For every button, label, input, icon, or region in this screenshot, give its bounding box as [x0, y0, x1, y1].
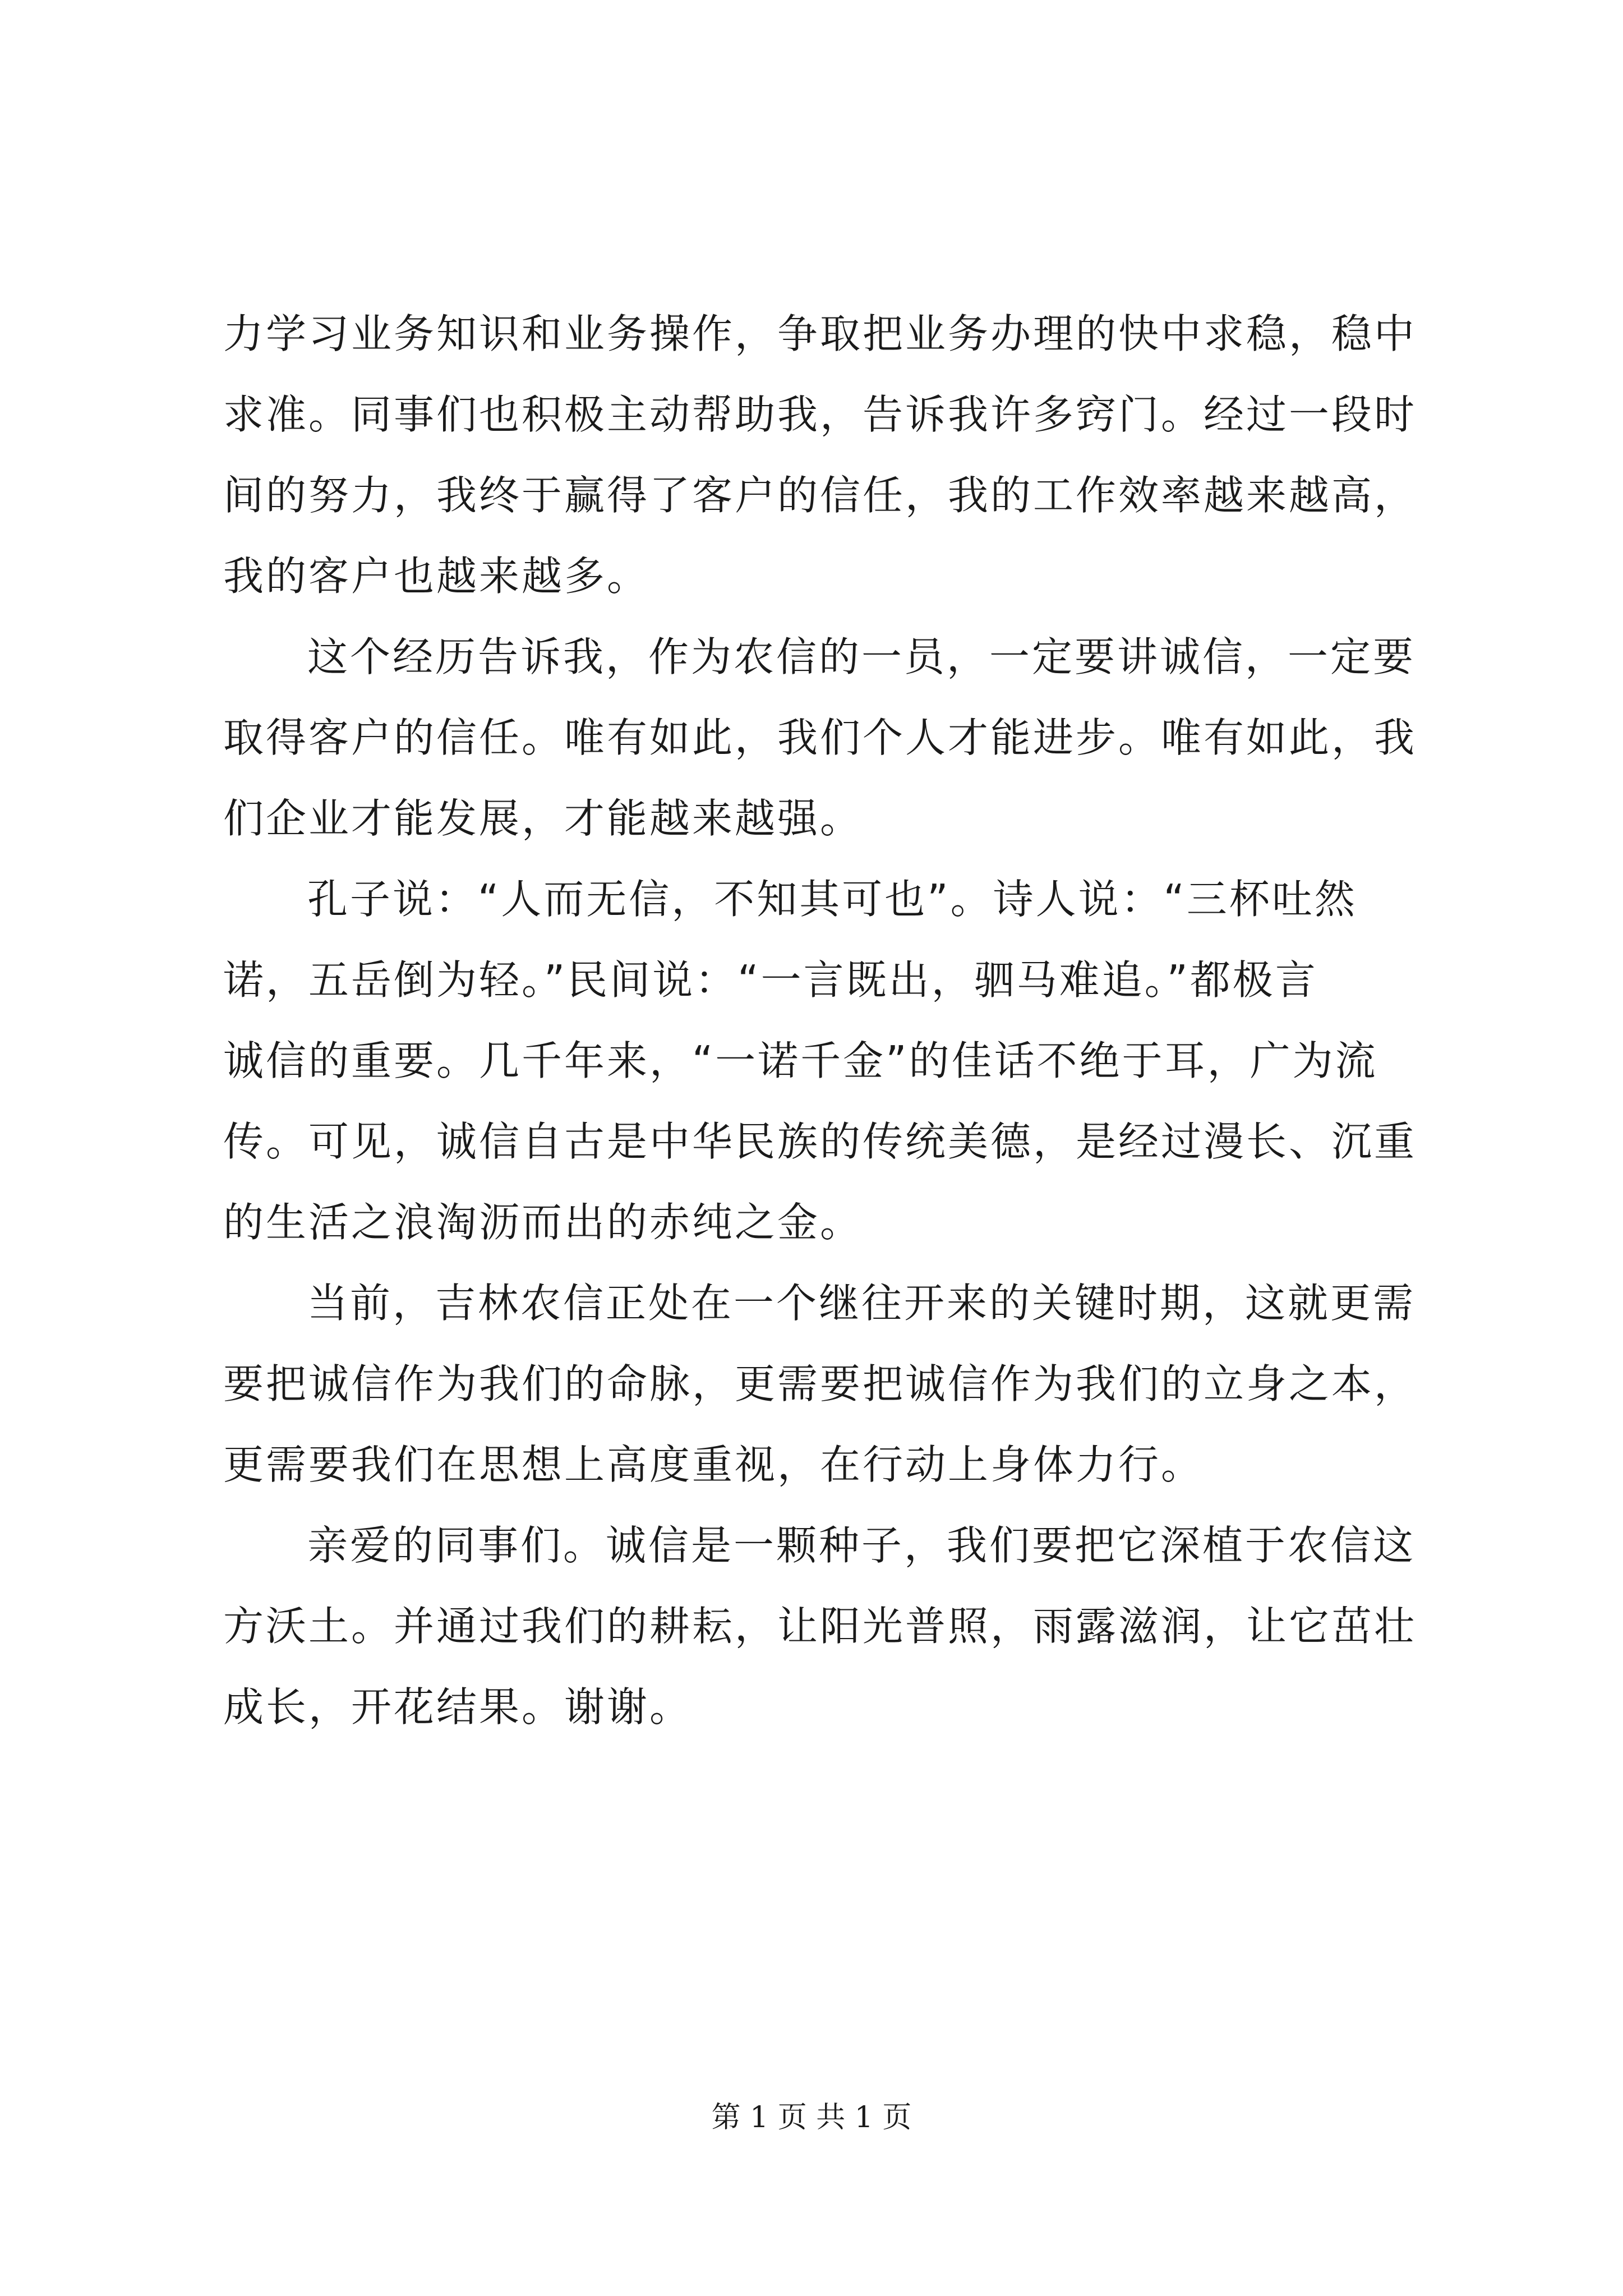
text-line: 取得客户的信任。唯有如此，我们个人才能进步。唯有如此，我	[223, 714, 1417, 761]
paragraph-first-line: 这个经历告诉我，作为农信的一员，一定要讲诚信，一定要	[307, 633, 1416, 680]
text-line: 方沃土。并通过我们的耕耘，让阳光普照，雨露滋润，让它茁壮	[223, 1603, 1417, 1650]
text-line: 我的客户也越来越多。	[223, 553, 650, 600]
text-line: 间的努力，我终于赢得了客户的信任，我的工作效率越来越高，	[223, 472, 1417, 519]
text-line: 传。可见，诚信自古是中华民族的传统美德，是经过漫长、沉重	[223, 1118, 1417, 1165]
paragraph-first-line: 亲爱的同事们。诚信是一颗种子，我们要把它深植于农信这	[307, 1522, 1416, 1569]
text-line: 诚信的重要。几千年来，“一诺千金”的佳话不绝于耳，广为流	[223, 1037, 1378, 1084]
text-line: 求准。同事们也积极主动帮助我，告诉我许多窍门。经过一段时	[223, 391, 1417, 438]
text-line: 的生活之浪淘沥而出的赤纯之金。	[223, 1199, 863, 1246]
paragraph-first-line: 当前，吉林农信正处在一个继往开来的关键时期，这就更需	[307, 1280, 1416, 1327]
text-line: 要把诚信作为我们的命脉，更需要把诚信作为我们的立身之本，	[223, 1360, 1417, 1407]
text-line: 诺，五岳倒为轻。”民间说：“一言既出，驷马难追。”都极言	[223, 956, 1318, 1004]
paragraph-first-line: 孔子说：“人而无信，不知其可也”。诗人说：“三杯吐然	[307, 876, 1357, 923]
text-line: 更需要我们在思想上高度重视，在行动上身体力行。	[223, 1441, 1204, 1488]
page-footer	[0, 2095, 1623, 2140]
text-line: 们企业才能发展，才能越来越强。	[223, 795, 863, 842]
text-line: 成长，开花结果。谢谢。	[223, 1683, 693, 1731]
page-number-label: 第 1 页 共 1 页	[711, 2101, 912, 2134]
document-body	[223, 293, 1429, 1747]
text-line: 力学习业务知识和业务操作，争取把业务办理的快中求稳，稳中	[223, 310, 1417, 357]
